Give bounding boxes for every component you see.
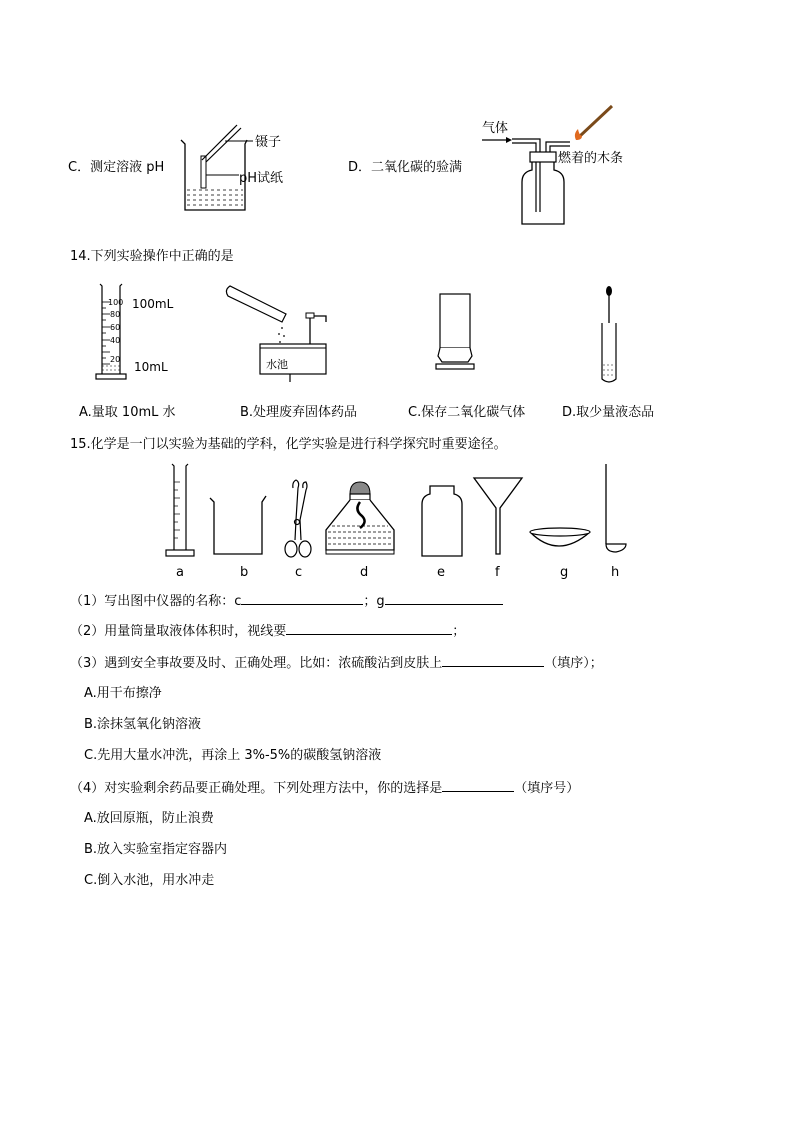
- q15-sub3-option-b: B.涂抹氢氧化钠溶液: [84, 717, 202, 732]
- splint-label: 燃着的木条: [558, 151, 624, 166]
- tweezers-label: 镊子: [255, 135, 282, 150]
- scale-tick-60: 60: [110, 323, 121, 332]
- ph-test-figure: [175, 120, 295, 220]
- instrument-letter-d: d: [360, 565, 369, 580]
- q15-sub2: [70, 622, 465, 640]
- scale-tick-40: 40: [110, 336, 121, 345]
- q15-sub1: [70, 592, 503, 610]
- q15-sub2-prefix: （2）用量筒量取液体体积时，视线要: [70, 624, 287, 639]
- q13-option-d: D．二氧化碳的验满: [348, 160, 463, 175]
- answer-blank-acid-burn[interactable]: [442, 654, 544, 667]
- instrument-e-bottle: [422, 486, 462, 556]
- instrument-letter-a: a: [176, 565, 184, 580]
- q15-sub4: [70, 779, 579, 797]
- answer-blank-leftover[interactable]: [442, 779, 514, 792]
- q14-gas-jar-figure: [432, 290, 482, 378]
- instrument-letter-h: h: [611, 565, 620, 580]
- q14-option-b: B.处理废弃固体药品: [240, 405, 358, 420]
- q14-stem: 14.下列实验操作中正确的是: [70, 249, 234, 264]
- scale-tick-20: 20: [110, 355, 121, 364]
- q15-sub4-prefix: （4）对实验剩余药品要正确处理。下列处理方法中，你的选择是: [70, 781, 443, 796]
- instrument-f-funnel: [474, 478, 522, 554]
- q14-option-a: A.量取 10mL 水: [79, 405, 176, 420]
- instrument-c-tongs: [285, 480, 311, 557]
- co2-test-figure: [478, 104, 648, 228]
- instrument-a-cylinder: [166, 464, 194, 556]
- gas-label: 气体: [482, 121, 509, 136]
- q15-sub4-option-b: B.放入实验室指定容器内: [84, 842, 228, 857]
- q15-sub3-prefix: （3）遇到安全事故要及时、正确处理。比如：浓硫酸沾到皮肤上: [70, 656, 443, 671]
- q15-sub3-option-a: A.用干布擦净: [84, 686, 162, 701]
- q15-stem: 15.化学是一门以实验为基础的学科，化学实验是进行科学探究时重要途径。: [70, 437, 507, 452]
- scale-tick-100: 100: [108, 298, 124, 307]
- scale-tick-80: 80: [110, 310, 121, 319]
- instrument-g-dish: [530, 528, 590, 546]
- instrument-h-spoon: [606, 464, 626, 552]
- q13-option-c: C．测定溶液 pH: [68, 160, 165, 175]
- q15-sub3-option-c: C.先用大量水冲洗，再涂上 3%-5%的碳酸氢钠溶液: [84, 748, 382, 763]
- q15-sub4-option-c: C.倒入水池，用水冲走: [84, 873, 215, 888]
- instrument-letter-c: c: [295, 565, 303, 580]
- q15-sub1-prefix: （1）写出图中仪器的名称：c: [70, 594, 242, 609]
- q15-sub2-suffix: ；: [452, 624, 466, 639]
- instrument-d-lamp: [326, 482, 394, 554]
- instrument-letter-g: g: [560, 565, 569, 580]
- answer-blank-sight-line[interactable]: [286, 622, 452, 635]
- answer-blank-g[interactable]: [385, 592, 503, 605]
- ph-paper-label: pH试纸: [239, 171, 284, 186]
- q15-sub4-suffix: （填序号）: [514, 781, 580, 796]
- q14-option-d: D.取少量液态品: [562, 405, 655, 420]
- instrument-letter-b: b: [240, 565, 249, 580]
- cylinder-100ml-label: 100mL: [132, 297, 174, 311]
- answer-blank-c[interactable]: [241, 592, 363, 605]
- q14-sink-figure: [222, 280, 340, 384]
- sink-label: 水池: [266, 358, 288, 371]
- instrument-letter-f: f: [495, 565, 500, 580]
- q15-sub4-option-a: A.放回原瓶，防止浪费: [84, 811, 214, 826]
- q15-sub3-suffix: （填序）；: [544, 656, 603, 671]
- q15-instruments-figure: [150, 460, 650, 582]
- q14-cylinder-figure: [88, 280, 188, 386]
- q15-sub1-mid: ；g: [363, 594, 385, 609]
- q14-dropper-figure: [594, 283, 624, 387]
- instrument-letter-e: e: [437, 565, 445, 580]
- instrument-b-beaker: [210, 496, 266, 554]
- q15-sub3: [70, 654, 603, 672]
- cylinder-10ml-label: 10mL: [134, 360, 168, 374]
- q14-option-c: C.保存二氧化碳气体: [408, 405, 526, 420]
